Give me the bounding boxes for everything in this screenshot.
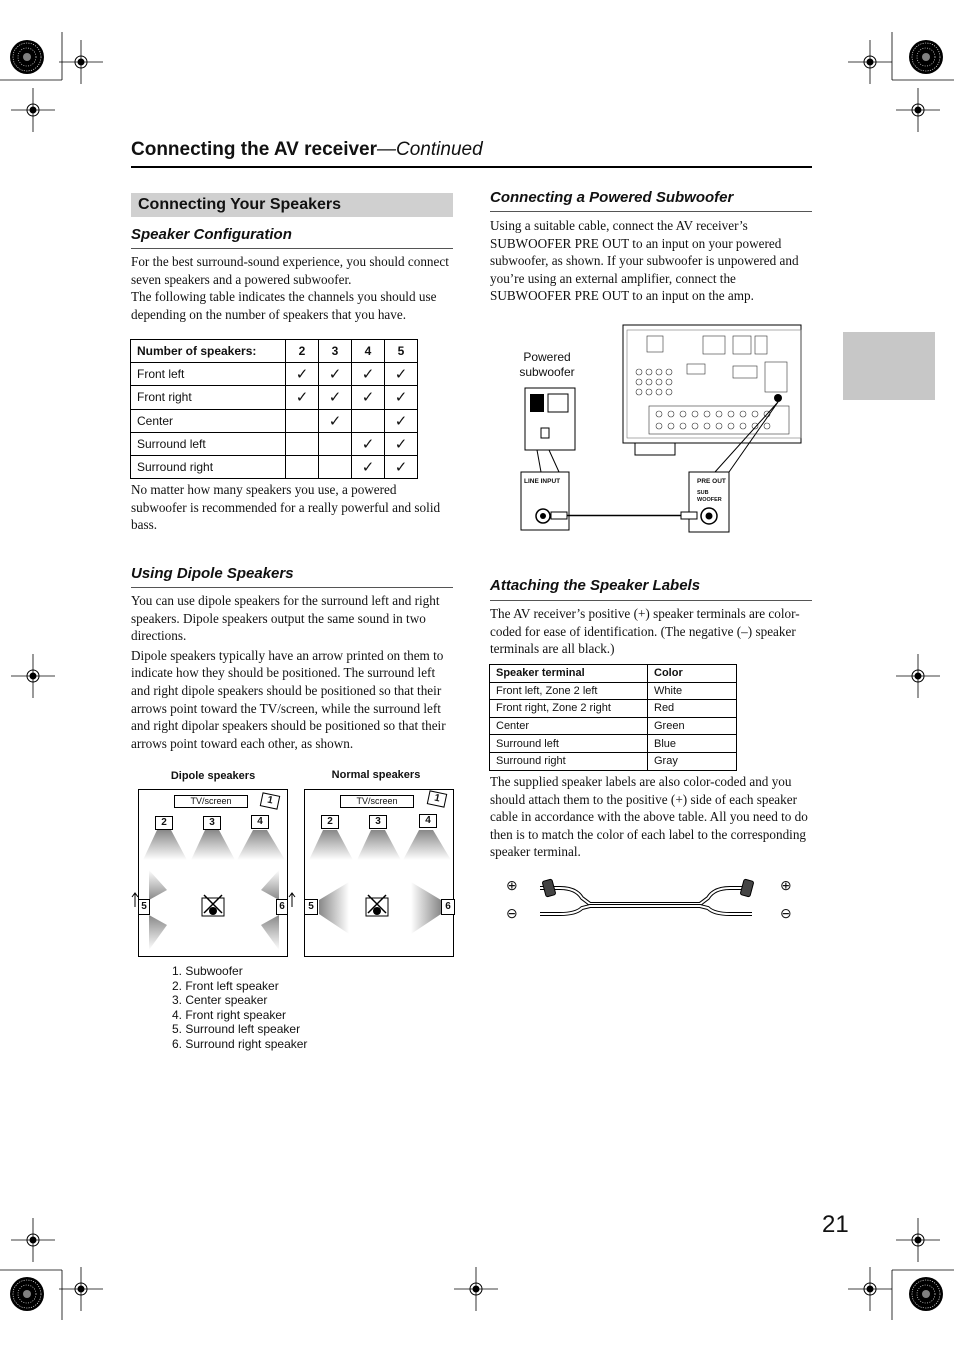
legend-item: 1. Subwoofer bbox=[172, 964, 243, 978]
row-label: Surround left bbox=[131, 432, 286, 455]
tv-screen: TV/screen bbox=[340, 795, 414, 808]
minus-icon: ⊖ bbox=[506, 905, 518, 921]
speaker-cable-illustration bbox=[520, 872, 770, 924]
subwoofer-heading: Connecting a Powered Subwoofer bbox=[490, 189, 734, 206]
dipole-paragraph bbox=[131, 592, 455, 752]
table-row bbox=[131, 363, 418, 386]
check-mark: ✓ bbox=[319, 409, 352, 432]
speaker-number-2: 2 bbox=[321, 815, 339, 829]
color-cell: Blue bbox=[648, 735, 737, 753]
row-label: Front right bbox=[131, 386, 286, 409]
check-mark: ✓ bbox=[352, 363, 385, 386]
check-mark: ✓ bbox=[352, 386, 385, 409]
row-label: Front left bbox=[131, 363, 286, 386]
check-mark: ✓ bbox=[385, 386, 418, 409]
speaker-number-3: 3 bbox=[369, 815, 387, 829]
dipole-room-diagram bbox=[138, 789, 288, 957]
subwoofer-p1: Using a suitable cable, connect the AV receiver’s SUBWOOFER PRE OUT to an input on your powered subwoofer, as shown. If your subwoofer is unpowered and you’re using an external amplifier, connect the SUBWOOFER PRE OUT to an input on the amp. bbox=[490, 218, 799, 304]
powered-subwoofer-label: Powered subwoofer bbox=[519, 350, 575, 379]
speaker-number-2: 2 bbox=[155, 816, 173, 830]
table-col-header: 2 bbox=[286, 340, 319, 363]
config-p1: For the best surround-sound experience, you should connect seven speakers and a powered subwoofer. bbox=[131, 254, 449, 287]
check-mark bbox=[319, 455, 352, 478]
normal-room-diagram bbox=[304, 789, 454, 957]
table-row bbox=[131, 455, 418, 478]
subwoofer-connection-diagram bbox=[515, 322, 805, 537]
terminal-cell: Front left, Zone 2 left bbox=[490, 682, 648, 700]
speaker-config-heading: Speaker Configuration bbox=[131, 226, 292, 243]
page-number: 21 bbox=[822, 1211, 849, 1238]
legend-item: 6. Surround right speaker bbox=[172, 1036, 308, 1051]
table-col-header: 5 bbox=[385, 340, 418, 363]
check-mark: ✓ bbox=[385, 363, 418, 386]
title-rule bbox=[131, 166, 812, 168]
check-mark bbox=[286, 455, 319, 478]
check-mark: ✓ bbox=[352, 432, 385, 455]
check-mark: ✓ bbox=[286, 363, 319, 386]
table-row bbox=[490, 682, 737, 700]
heading-rule bbox=[131, 587, 453, 588]
col-header: Speaker terminal bbox=[490, 665, 648, 683]
heading-rule bbox=[490, 600, 812, 601]
labels-p1: The AV receiver’s positive (+) speaker terminals are color-coded for ease of identification. (The negative (–) speaker terminals are all black.) bbox=[490, 606, 800, 657]
row-label: Center bbox=[131, 409, 286, 432]
col-header: Color bbox=[648, 665, 737, 683]
page-title-continued: —Continued bbox=[377, 139, 483, 160]
terminal-cell: Front right, Zone 2 right bbox=[490, 700, 648, 718]
color-cell: White bbox=[648, 682, 737, 700]
up-arrow-icon bbox=[130, 892, 140, 908]
table-header-label: Number of speakers: bbox=[131, 340, 286, 363]
speaker-number-1: 1 bbox=[260, 792, 281, 809]
row-label: Surround right bbox=[131, 455, 286, 478]
tv-screen: TV/screen bbox=[174, 795, 248, 808]
config-paragraph bbox=[131, 253, 455, 323]
plus-icon: ⊕ bbox=[506, 877, 518, 893]
check-mark bbox=[286, 409, 319, 432]
color-table bbox=[489, 664, 737, 771]
table-row bbox=[490, 752, 737, 770]
heading-rule bbox=[131, 248, 453, 249]
terminal-cell: Surround right bbox=[490, 752, 648, 770]
config-p3: No matter how many speakers you use, a powered subwoofer is recommended for a really powerful and solid bass. bbox=[131, 482, 441, 533]
speaker-number-5: 5 bbox=[304, 899, 318, 915]
check-mark: ✓ bbox=[319, 363, 352, 386]
table-row bbox=[490, 700, 737, 718]
speaker-number-4: 4 bbox=[251, 815, 269, 829]
page-title bbox=[131, 139, 483, 161]
heading-rule bbox=[490, 211, 812, 212]
config-p2: The following table indicates the channels you should use depending on the number of speakers that you have. bbox=[131, 289, 437, 322]
check-mark: ✓ bbox=[385, 409, 418, 432]
table-header-row bbox=[490, 665, 737, 683]
check-mark bbox=[352, 409, 385, 432]
legend-item: 3. Center speaker bbox=[172, 993, 268, 1008]
legend-item: 5. Surround left speaker bbox=[172, 1022, 301, 1037]
table-row bbox=[490, 735, 737, 753]
check-mark bbox=[286, 432, 319, 455]
labels-p2: The supplied speaker labels are also color-coded and you should attach them to the positive (+) side of each speaker cable in accordance with the above table. All you need to do then is to match the color of each label to the corresponding speaker terminal. bbox=[490, 774, 808, 860]
dipole-heading: Using Dipole Speakers bbox=[131, 565, 294, 582]
plus-icon: ⊕ bbox=[780, 877, 792, 893]
chapter-tab bbox=[843, 332, 935, 400]
table-row bbox=[490, 717, 737, 735]
legend-item: 2. Front left speaker bbox=[172, 978, 279, 993]
normal-diagram-label: Normal speakers bbox=[331, 769, 421, 781]
color-cell: Green bbox=[648, 717, 737, 735]
line-input-label: LINE INPUT bbox=[524, 478, 561, 485]
speaker-number-3: 3 bbox=[203, 816, 221, 830]
section-title: Connecting Your Speakers bbox=[131, 193, 453, 217]
terminal-cell: Surround left bbox=[490, 735, 648, 753]
table-row bbox=[131, 409, 418, 432]
table-col-header: 3 bbox=[319, 340, 352, 363]
check-mark: ✓ bbox=[319, 386, 352, 409]
speaker-legend bbox=[172, 964, 307, 1052]
check-mark: ✓ bbox=[352, 455, 385, 478]
speaker-number-1: 1 bbox=[427, 790, 448, 807]
speaker-labels-heading: Attaching the Speaker Labels bbox=[490, 577, 701, 594]
table-col-header: 4 bbox=[352, 340, 385, 363]
speaker-number-5: 5 bbox=[138, 899, 150, 915]
check-mark bbox=[319, 432, 352, 455]
legend-item: 4. Front right speaker bbox=[172, 1007, 287, 1022]
check-mark: ✓ bbox=[286, 386, 319, 409]
check-mark: ✓ bbox=[385, 432, 418, 455]
dipole-diagram-label: Dipole speakers bbox=[170, 770, 256, 782]
up-arrow-icon bbox=[287, 892, 297, 908]
sub-woofer-label: SUB WOOFER bbox=[697, 490, 722, 503]
dipole-p2: Dipole speakers typically have an arrow printed on them to indicate how they should be positioned. The surround left and right dipole speakers should be positioned so that their arrows point toward the TV/screen, while the surround left and right dipolar speakers should be positioned so that their arrows point toward each other, as shown. bbox=[131, 647, 446, 751]
table-header-row bbox=[131, 340, 418, 363]
speaker-table bbox=[130, 339, 418, 479]
table-row bbox=[131, 432, 418, 455]
page-title-main: Connecting the AV receiver bbox=[131, 139, 378, 160]
pre-out-label: PRE OUT bbox=[697, 478, 726, 485]
color-cell: Red bbox=[648, 700, 737, 718]
speaker-number-6: 6 bbox=[276, 899, 288, 915]
speaker-number-6: 6 bbox=[441, 899, 455, 915]
dipole-p1: You can use dipole speakers for the surround left and right speakers. Dipole speakers output the same sound in two directions. bbox=[131, 593, 440, 644]
minus-icon: ⊖ bbox=[780, 905, 792, 921]
check-mark: ✓ bbox=[385, 455, 418, 478]
speaker-number-4: 4 bbox=[419, 814, 437, 828]
color-cell: Gray bbox=[648, 752, 737, 770]
table-row bbox=[131, 386, 418, 409]
terminal-cell: Center bbox=[490, 717, 648, 735]
